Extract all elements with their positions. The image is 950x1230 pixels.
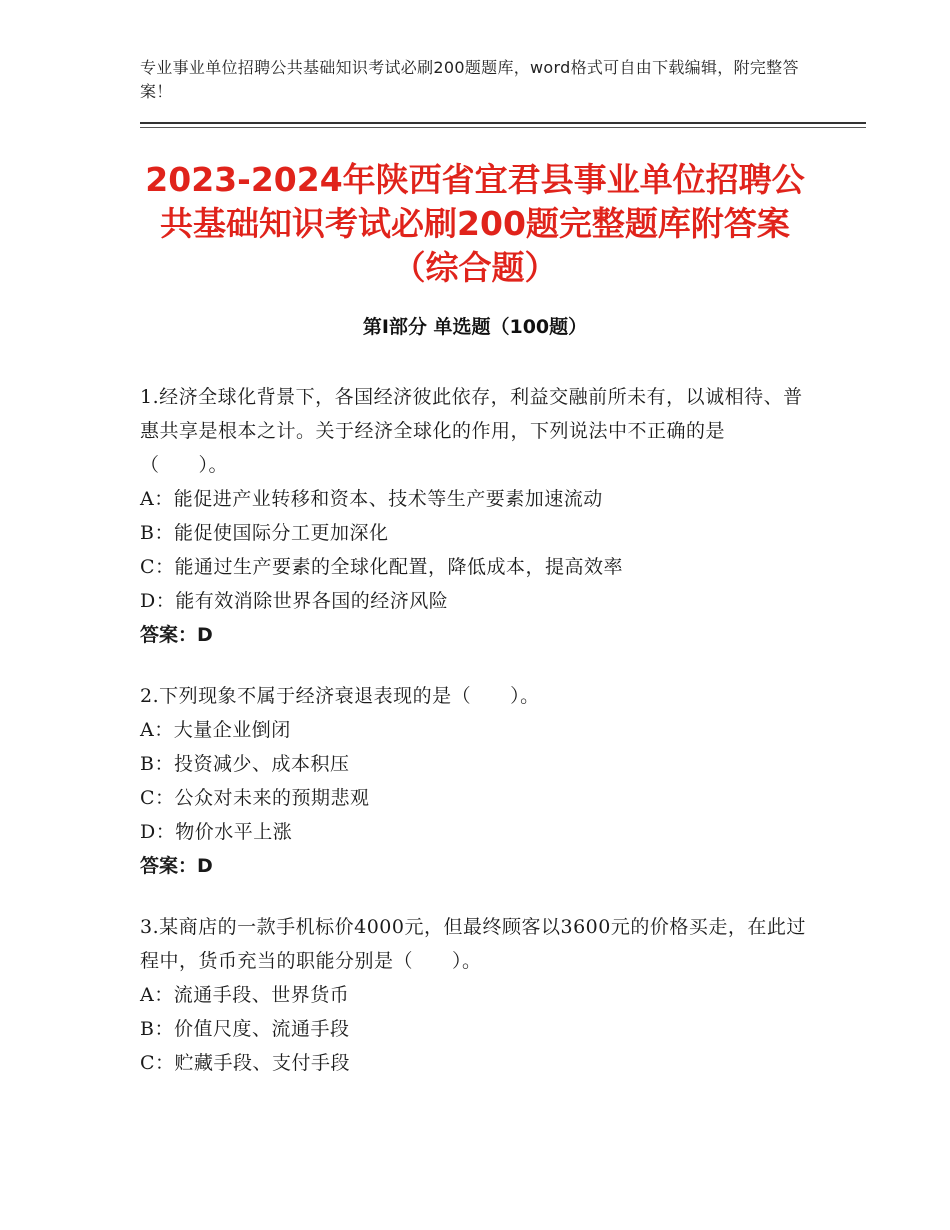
answer: 答案：D [140,624,213,646]
option-a: A：大量企业倒闭 [140,719,291,741]
question-list [140,380,810,1107]
option-c: C：公众对未来的预期悲观 [140,787,370,809]
option-b: B：投资减少、成本积压 [140,753,350,775]
header-divider-thick [140,122,866,124]
option-a: A：流通手段、世界货币 [140,984,350,1006]
question-3 [140,910,810,1080]
option-d: D：物价水平上涨 [140,821,293,843]
option-c: C：贮藏手段、支付手段 [140,1052,351,1074]
question-stem: 2.下列现象不属于经济衰退表现的是（ ）。 [140,685,540,707]
header-note: 专业事业单位招聘公共基础知识考试必刷200题题库，word格式可自由下载编辑，附完整答案！ [140,58,799,101]
section-heading: 第Ⅰ部分 单选题（100题） [362,316,588,338]
option-b: B：能促使国际分工更加深化 [140,522,389,544]
question-2 [140,679,810,883]
question-1 [140,380,810,652]
option-d: D：能有效消除世界各国的经济风险 [140,590,449,612]
option-a: A：能促进产业转移和资本、技术等生产要素加速流动 [140,488,603,510]
document-title: 2023-2024年陕西省宜君县事业单位招聘公共基础知识考试必刷200题完整题库附答案（综合题） [145,160,805,287]
header-divider-thin [140,127,866,128]
question-stem: 1.经济全球化背景下，各国经济彼此依存，利益交融前所未有，以诚相待、普惠共享是根本之计。关于经济全球化的作用，下列说法中不正确的是（ ）。 [140,386,803,476]
option-b: B：价值尺度、流通手段 [140,1018,350,1040]
answer: 答案：D [140,855,213,877]
option-c: C：能通过生产要素的全球化配置，降低成本，提高效率 [140,556,624,578]
question-stem: 3.某商店的一款手机标价4000元，但最终顾客以3600元的价格买走，在此过程中，货币充当的职能分别是（ ）。 [140,916,806,972]
